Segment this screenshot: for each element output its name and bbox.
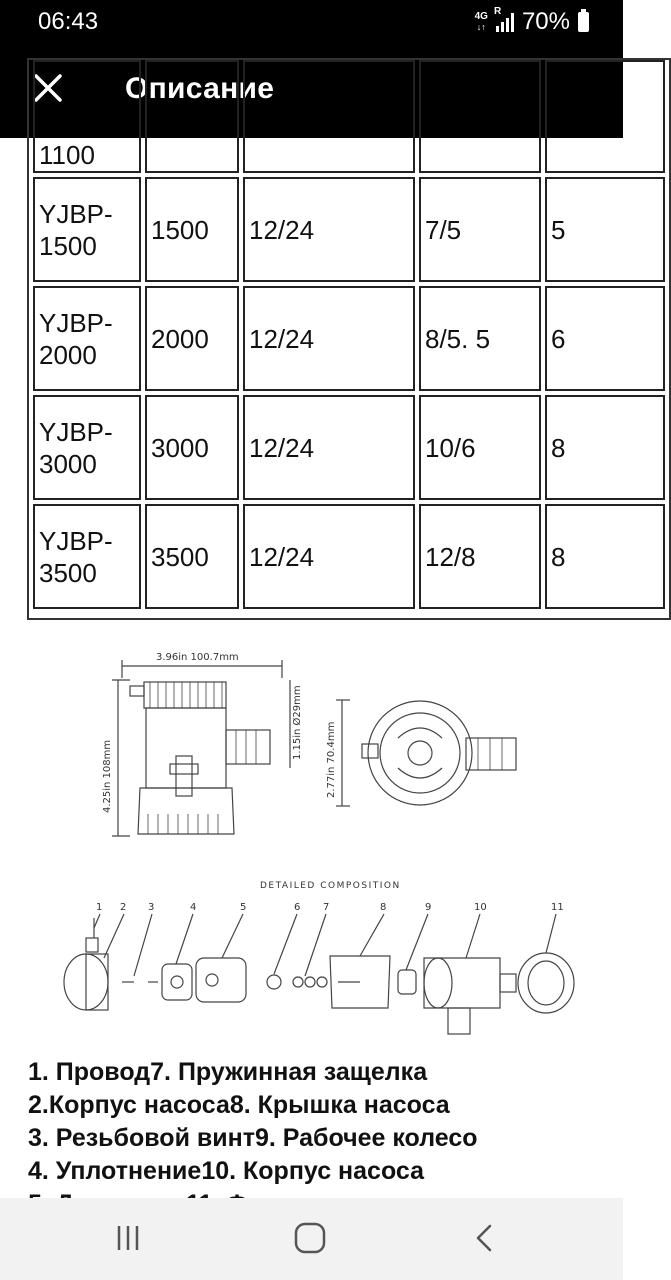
table-cell: 8/5. 5 [419,286,541,391]
navigation-bar [0,1198,623,1280]
parts-list-item: 3. Резьбовой винт9. Рабочее колесо [28,1124,478,1152]
table-cell: 12/24 [243,286,415,391]
part-number: 5 [240,902,247,913]
dim-width-label: 3.96in 100.7mm [156,652,239,663]
table-cell: 12/8 [419,504,541,609]
dim-height-label: 4.25in 108mm [102,739,113,813]
battery-icon [578,12,589,32]
table-cell: 3500 [145,504,239,609]
status-icons [475,8,589,36]
home-icon [280,1218,340,1258]
parts-list-item: 2.Корпус насоса8. Крышка насоса [28,1091,450,1119]
network-type: 4G [474,11,488,22]
status-bar [0,0,623,46]
table-cell: 12/24 [243,395,415,500]
page-title: Описание [125,72,275,105]
table-cell: 12/24 [243,177,415,282]
dim-top-label: 1.15in Ø29mm [292,685,303,760]
part-number: 9 [425,902,432,913]
part-number: 10 [474,902,487,913]
parts-list [28,1056,478,1221]
part-number: 2 [120,902,127,913]
table-cell [419,60,541,173]
pump-diagram-image [0,638,623,1038]
back-icon [454,1218,514,1258]
table-cell [545,60,665,173]
home-button[interactable] [280,1218,340,1258]
status-time: 06:43 [38,8,99,35]
table-cell: YJBP- 3500 [33,504,141,609]
pump-diagram [0,638,623,1038]
table-cell: 12/24 [243,504,415,609]
part-number: 3 [148,902,155,913]
composition-heading: DETAILED COMPOSITION [260,881,401,891]
part-number: 7 [323,902,330,913]
dim-side-label: 2.77in 70.4mm [326,721,337,798]
table-cell: YJBP- 1500 [33,177,141,282]
table-cell [145,60,239,173]
part-number: 6 [294,902,301,913]
part-number: 8 [380,902,387,913]
table-cell: 8 [545,504,665,609]
table-cell: 3000 [145,395,239,500]
table-cell: 6 [545,286,665,391]
roaming-label: R [493,6,502,17]
table-cell: 10/6 [419,395,541,500]
part-number: 11 [551,902,564,913]
description-content[interactable] [0,138,623,1198]
part-number: 4 [190,902,197,913]
table-cell: 1500 [145,177,239,282]
parts-list-item: 4. Уплотнение10. Корпус насоса [28,1157,425,1185]
part-number: 1 [96,902,103,913]
table-cell [243,60,415,173]
network-icon: 4G ↓↑ [474,11,488,32]
table-cell: YJBP- 3000 [33,395,141,500]
parts-list-item: 1. Провод7. Пружинная защелка [28,1058,428,1086]
table-cell: 5 [545,177,665,282]
table-cell: 1100 [33,60,141,173]
recents-button[interactable] [98,1218,158,1258]
recents-icon [98,1218,158,1258]
table-cell: 7/5 [419,177,541,282]
table-cell: 2000 [145,286,239,391]
spec-table [27,58,671,620]
signal-icon [493,6,514,32]
battery-percent: 70% [521,8,570,35]
table-cell: 8 [545,395,665,500]
table-cell: YJBP- 2000 [33,286,141,391]
back-button[interactable] [454,1218,514,1258]
